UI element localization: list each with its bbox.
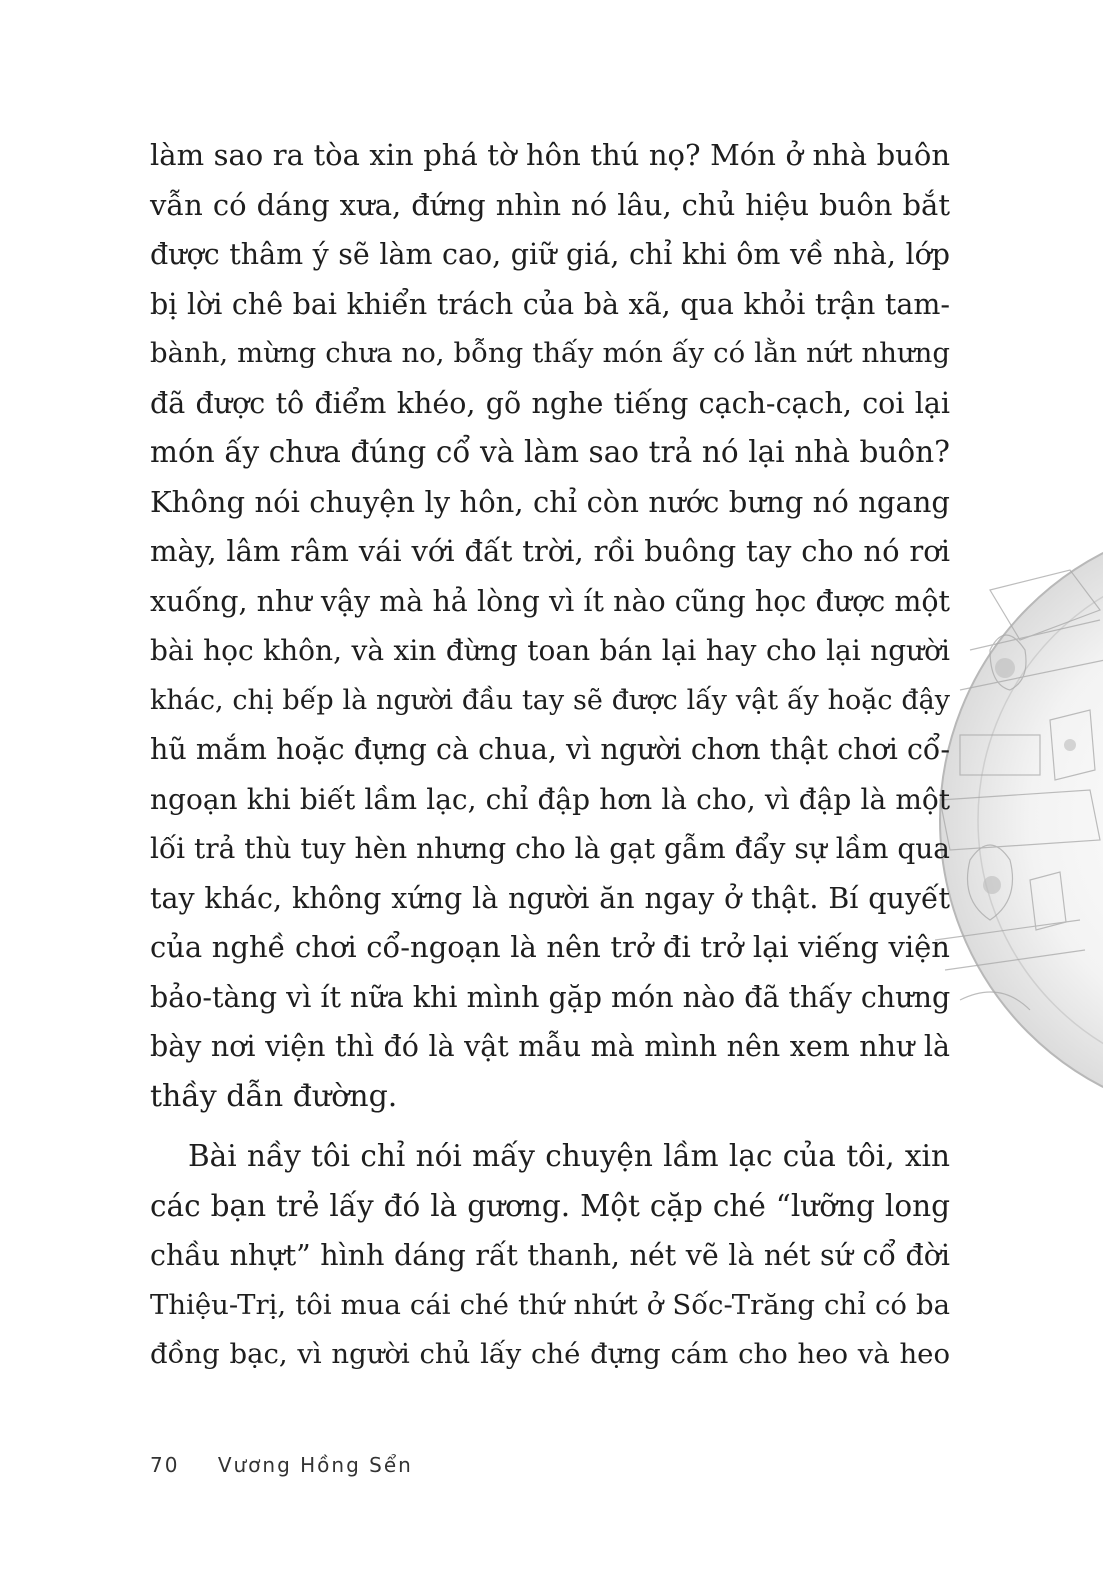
- body-text: [150, 131, 950, 1380]
- text-line: món ấy chưa đúng cổ và làm sao trả nó lại nhà buôn?: [150, 435, 950, 469]
- text-line: bị lời chê bai khiển trách của bà xã, qua khỏi trận tam-: [150, 287, 950, 321]
- text-line: ngoạn khi biết lầm lạc, chỉ đập hơn là cho, vì đập là một: [150, 782, 950, 816]
- porcelain-plate-illustration: [930, 500, 1103, 1140]
- text-line: đồng bạc, vì người chủ lấy ché đựng cám cho heo và heo: [150, 1338, 950, 1370]
- text-line: các bạn trẻ lấy đó là gương. Một cặp ché “lưỡng long: [150, 1188, 950, 1223]
- text-line: mày, lâm râm vái với đất trời, rồi buông tay cho nó rơi: [150, 534, 950, 568]
- text-line: làm sao ra tòa xin phá tờ hôn thú nọ? Món ở nhà buôn: [150, 138, 950, 172]
- author-name: Vương Hồng Sển: [217, 1453, 413, 1477]
- text-line: của nghề chơi cổ-ngoạn là nên trở đi trở lại viếng viện: [150, 930, 950, 964]
- text-line: bày nơi viện thì đó là vật mẫu mà mình nên xem như là: [150, 1030, 950, 1063]
- text-line: thầy dẫn đường.: [150, 1078, 398, 1114]
- text-line: Thiệu-Trị, tôi mua cái ché thứ nhứt ở Sốc-Trăng chỉ có ba: [150, 1288, 950, 1321]
- paragraph-1: [150, 131, 950, 1121]
- paragraph-2: [150, 1132, 950, 1380]
- text-line: bảo-tàng vì ít nữa khi mình gặp món nào đã thấy chưng: [150, 980, 951, 1014]
- page-footer: [150, 1453, 413, 1477]
- text-line: hũ mắm hoặc đựng cà chua, vì người chơn thật chơi cổ-: [150, 733, 950, 766]
- text-line: lối trả thù tuy hèn nhưng cho là gạt gẫm đẩy sự lầm qua: [150, 832, 950, 865]
- text-line: khác, chị bếp là người đầu tay sẽ được lấy vật ấy hoặc đậy: [150, 684, 950, 716]
- text-line: Bài nầy tôi chỉ nói mấy chuyện lầm lạc của tôi, xin: [188, 1139, 950, 1173]
- text-line: Không nói chuyện ly hôn, chỉ còn nước bưng nó ngang: [150, 484, 950, 519]
- text-line: bành, mừng chưa no, bỗng thấy món ấy có lằn nứt nhưng: [150, 337, 950, 369]
- text-line: được thâm ý sẽ làm cao, giữ giá, chỉ khi ôm về nhà, lớp: [150, 238, 950, 271]
- text-line: đã được tô điểm khéo, gõ nghe tiếng cạch-cạch, coi lại: [150, 386, 950, 420]
- page-number: 70: [150, 1453, 180, 1477]
- paragraph-gap: [150, 1121, 950, 1132]
- text-line: bài học khôn, và xin đừng toan bán lại hay cho lại người: [150, 634, 950, 667]
- text-line: xuống, như vậy mà hả lòng vì ít nào cũng học được một: [150, 584, 950, 618]
- text-line: tay khác, không xứng là người ăn ngay ở thật. Bí quyết: [150, 881, 950, 915]
- text-line: chầu nhựt” hình dáng rất thanh, nét vẽ là nét sứ cổ đời: [150, 1239, 950, 1272]
- text-line: vẫn có dáng xưa, đứng nhìn nó lâu, chủ hiệu buôn bắt: [150, 187, 950, 222]
